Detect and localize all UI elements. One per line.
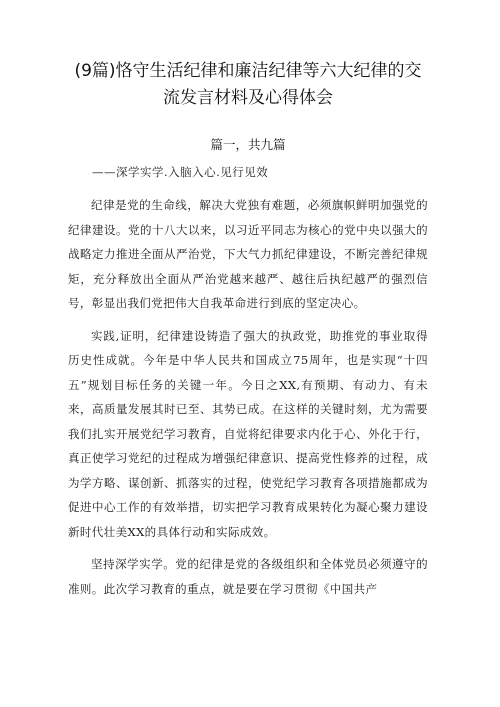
body-paragraph: 坚持深学实学。党的纪律是党的各级组织和全体党员必须遵守的准则。此次学习教育的重点，就是要在学习贯彻《中国共产 bbox=[68, 557, 428, 596]
section-subtitle: ——深学实学.入脑入心.见行见效 bbox=[92, 165, 269, 179]
section-heading: 篇一，共九篇 bbox=[210, 137, 286, 152]
body-paragraph: 实践,证明，纪律建设铸造了强大的执政党，助推党的事业取得历史性成就。今年是中华人民共和国成立75周年，也是实现“十四五”规划目标任务的关键一年。今日之XX,有预期、有动力、有未来，高质量发展其时已至、其势已成。在这样的关键时刻，尤为需要我们扎实开展党纪学习教育，自觉将纪律要求内化于心、外化于行，真正使学习党纪的过程成为增强纪律意识、提高党性修养的过程，成为学方略、谋创新、抓落实的过程，使党纪学习教育各项措施都成为促进中心工作的有效举措，切实把学习教育成果转化为凝心聚力建设新时代壮美XX的具体行动和实际成效。 bbox=[68, 328, 428, 539]
document-title: (9篇)恪守生活纪律和廉洁纪律等六大纪律的交流发言材料及心得体会 bbox=[74, 61, 422, 108]
body-paragraph: 纪律是党的生命线，解决大党独有难题，必须旗帜鲜明加强党的纪律建设。党的十八大以来，以习近平同志为核心的党中央以强大的战略定力推进全面从严治党，下大气力抓纪律建设，不断完善纪律规矩，充分释放出全面从严治党越来越严、越往后执纪越严的强烈信号，彰显出我们党把伟大自我革命进行到底的坚定决心。 bbox=[68, 198, 428, 310]
